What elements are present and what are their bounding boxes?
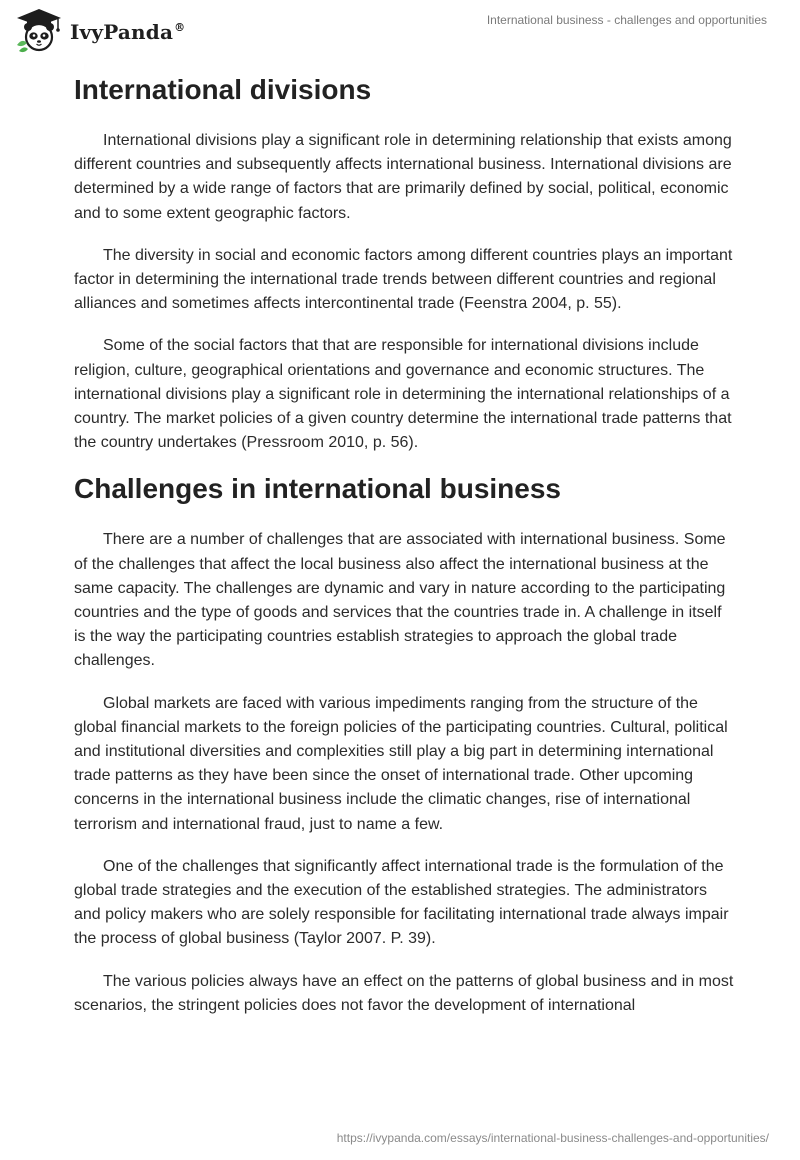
paragraph: The diversity in social and economic factors among different countries plays an important factor in determining the international trade trends between different countries and regional alliances and sometimes affects intercontinental trade (Feenstra 2004, p. 55).	[74, 246, 733, 313]
paragraph: International divisions play a significant role in determining relationship that exists among different countries and subsequently affects international business. International divisions are determined by a wide range of factors that are primarily defined by social, political, economic and to some extent geographic factors.	[74, 132, 732, 222]
panda-graduate-icon	[14, 7, 64, 53]
document-title: International business - challenges and opportunities	[486, 13, 767, 27]
paragraph: There are a number of challenges that are associated with international business. Some of the challenges that affect the local business also affect the international business at the same capacity. The challenges are dynamic and vary in nature according to the participating countries and the type of goods and services that the countries trade in. A challenge in itself is the way the participating countries establish strategies to approach the global trade challenges.	[74, 531, 726, 670]
paragraph: One of the challenges that significantly affect international trade is the formulation of the global trade strategies and the execution of the established strategies. The administrators and policy makers who are solely responsible for facilitating international trade always impair the process of global business (Taylor 2007. P. 39).	[74, 857, 729, 948]
brand-logo[interactable]	[14, 7, 185, 53]
section-heading: Challenges in international business	[74, 473, 561, 505]
registered-mark: ®	[174, 21, 186, 35]
paragraph: Global markets are faced with various impediments ranging from the structure of the global financial markets to the foreign policies of the participating countries. Cultural, political and institutional diversities and complexities still play a big part in determining international trade patterns as they have been since the onset of international trade. Other upcoming concerns in the international business include the climatic changes, rise of international terrorism and international fraud, just to name a few.	[74, 694, 728, 833]
section-heading: International divisions	[74, 74, 372, 105]
paragraph: Some of the social factors that that are responsible for international divisions include religion, culture, geographical orientations and governance and economic structures. The international divisions play a significant role in determining the international relationships of a country. The market policies of a given country determine the international trade patterns that the country undertakes (Pressroom 2010, p. 56).	[74, 337, 732, 452]
paragraph: The various policies always have an effect on the patterns of global business and in most scenarios, the stringent policies does not favor the development of international	[74, 972, 734, 1014]
brand-name-text: IvyPanda	[70, 20, 174, 44]
article-content	[74, 70, 734, 1018]
page-header	[0, 0, 800, 60]
source-url[interactable]: https://ivypanda.com/essays/international-business-challenges-and-opportunities/	[336, 1131, 769, 1145]
brand-name	[70, 20, 185, 44]
